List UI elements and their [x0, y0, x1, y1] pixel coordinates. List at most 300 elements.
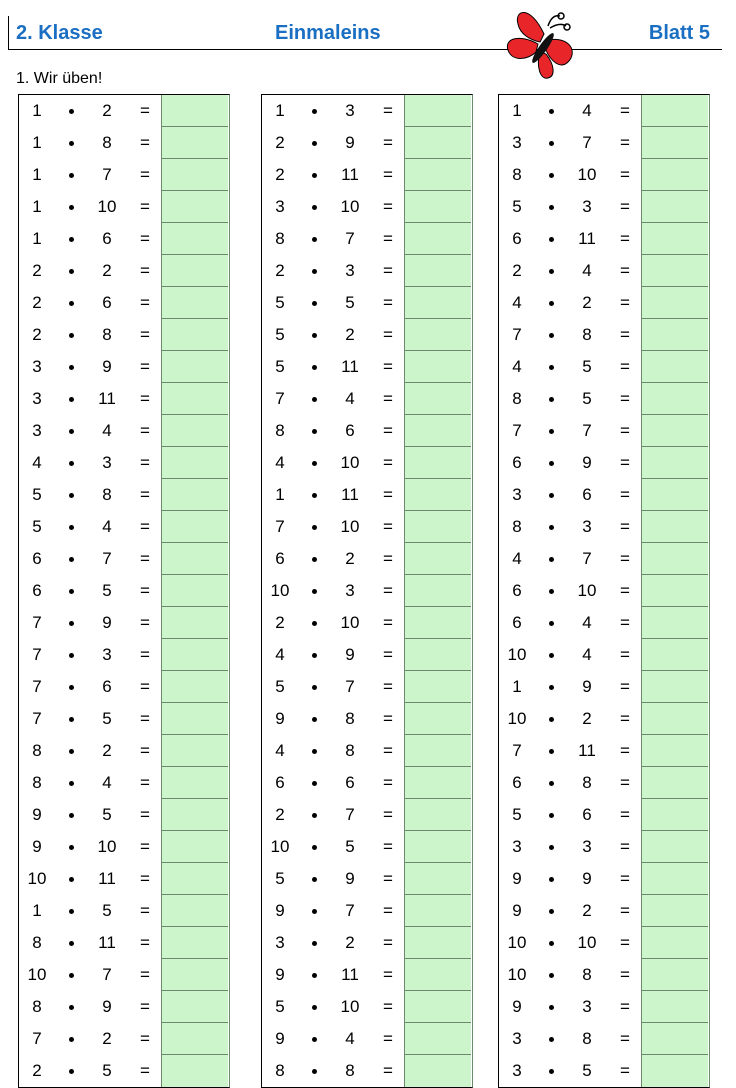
problem-row [19, 959, 229, 991]
answer-box[interactable] [161, 287, 228, 319]
answer-box[interactable] [404, 799, 471, 831]
equals-sign: = [140, 997, 150, 1016]
factor-b: 9 [345, 133, 355, 152]
factor-a: 2 [32, 293, 42, 312]
problem-row [499, 607, 709, 639]
factor-a: 7 [275, 517, 285, 536]
factor-b: 9 [582, 869, 592, 888]
equals-sign: = [383, 517, 393, 536]
answer-box[interactable] [404, 703, 471, 735]
factor-b: 10 [340, 613, 360, 632]
answer-box[interactable] [404, 607, 471, 639]
problem-row [499, 927, 709, 959]
factor-a: 5 [32, 485, 42, 504]
factor-a: 6 [32, 549, 42, 568]
answer-box[interactable] [641, 1023, 708, 1055]
answer-box[interactable] [404, 735, 471, 767]
answer-box[interactable] [161, 191, 228, 223]
factor-b: 2 [582, 709, 592, 728]
equals-sign: = [140, 229, 150, 248]
problem-row [499, 191, 709, 223]
multiply-dot [312, 909, 317, 914]
answer-box[interactable] [641, 127, 708, 159]
problem-row [499, 767, 709, 799]
answer-box[interactable] [404, 959, 471, 991]
problem-row [19, 1055, 229, 1087]
factor-a: 5 [275, 293, 285, 312]
multiply-dot [69, 781, 74, 786]
answer-box[interactable] [641, 447, 708, 479]
multiply-dot [69, 301, 74, 306]
multiply-dot [549, 525, 554, 530]
factor-b: 5 [345, 837, 355, 856]
answer-box[interactable] [404, 991, 471, 1023]
problem-row [499, 959, 709, 991]
factor-b: 11 [341, 357, 359, 376]
multiply-dot [312, 877, 317, 882]
factor-a: 7 [32, 613, 42, 632]
answer-box[interactable] [161, 319, 228, 351]
equals-sign: = [140, 709, 150, 728]
factor-a: 9 [32, 805, 42, 824]
factor-a: 9 [32, 837, 42, 856]
multiply-dot [312, 557, 317, 562]
multiply-dot [312, 493, 317, 498]
answer-box[interactable] [641, 287, 708, 319]
factor-b: 3 [102, 645, 112, 664]
answer-box[interactable] [404, 223, 471, 255]
equals-sign: = [140, 645, 150, 664]
problem-row [262, 543, 472, 575]
factor-b: 5 [582, 389, 592, 408]
equals-sign: = [383, 1061, 393, 1080]
answer-box[interactable] [404, 255, 471, 287]
equals-sign: = [383, 293, 393, 312]
multiply-dot [312, 173, 317, 178]
factor-b: 9 [102, 997, 112, 1016]
answer-box[interactable] [404, 287, 471, 319]
multiply-dot [69, 909, 74, 914]
answer-box[interactable] [641, 831, 708, 863]
answer-box[interactable] [404, 543, 471, 575]
answer-box[interactable] [161, 351, 228, 383]
answer-box[interactable] [641, 703, 708, 735]
equals-sign: = [140, 1061, 150, 1080]
factor-a: 8 [275, 229, 285, 248]
answer-box[interactable] [404, 127, 471, 159]
multiply-dot [69, 525, 74, 530]
answer-box[interactable] [161, 799, 228, 831]
equals-sign: = [140, 389, 150, 408]
equals-sign: = [383, 165, 393, 184]
answer-box[interactable] [641, 511, 708, 543]
problem-row [19, 799, 229, 831]
problem-row [499, 95, 709, 127]
multiply-dot [549, 237, 554, 242]
factor-b: 6 [582, 805, 592, 824]
answer-box[interactable] [161, 159, 228, 191]
problem-row [19, 543, 229, 575]
problem-row [262, 479, 472, 511]
answer-box[interactable] [404, 415, 471, 447]
multiply-dot [312, 717, 317, 722]
factor-b: 9 [582, 677, 592, 696]
multiply-dot [549, 877, 554, 882]
problem-row [499, 703, 709, 735]
factor-a: 3 [32, 357, 42, 376]
problem-row [19, 671, 229, 703]
answer-box[interactable] [641, 639, 708, 671]
multiply-dot [549, 493, 554, 498]
factor-b: 2 [102, 101, 112, 120]
problem-row [262, 863, 472, 895]
answer-box[interactable] [161, 511, 228, 543]
equals-sign: = [140, 293, 150, 312]
factor-a: 8 [32, 933, 42, 952]
problem-row [19, 703, 229, 735]
answer-box[interactable] [641, 223, 708, 255]
factor-a: 4 [512, 293, 522, 312]
problem-row [499, 1023, 709, 1055]
factor-b: 8 [582, 325, 592, 344]
answer-box[interactable] [641, 383, 708, 415]
problem-row [499, 287, 709, 319]
multiply-dot [312, 429, 317, 434]
answer-box[interactable] [641, 575, 708, 607]
factor-b: 6 [102, 677, 112, 696]
equals-sign: = [140, 133, 150, 152]
factor-b: 2 [582, 901, 592, 920]
equals-sign: = [140, 357, 150, 376]
equals-sign: = [140, 197, 150, 216]
answer-box[interactable] [161, 383, 228, 415]
factor-b: 10 [577, 165, 597, 184]
answer-box[interactable] [161, 1023, 228, 1055]
multiply-dot [69, 653, 74, 658]
answer-box[interactable] [404, 95, 471, 127]
multiply-dot [69, 237, 74, 242]
problem-row [19, 927, 229, 959]
equals-sign: = [620, 869, 630, 888]
answer-box[interactable] [161, 415, 228, 447]
multiply-dot [549, 1005, 554, 1010]
answer-box[interactable] [404, 319, 471, 351]
multiply-dot [549, 813, 554, 818]
multiply-dot [69, 397, 74, 402]
answer-box[interactable] [641, 415, 708, 447]
factor-a: 6 [32, 581, 42, 600]
equals-sign: = [383, 1029, 393, 1048]
answer-box[interactable] [161, 895, 228, 927]
equals-sign: = [620, 197, 630, 216]
factor-a: 10 [27, 869, 47, 888]
factor-b: 9 [102, 357, 112, 376]
problem-row [19, 1023, 229, 1055]
problem-row [499, 255, 709, 287]
problem-row [19, 575, 229, 607]
answer-box[interactable] [641, 543, 708, 575]
factor-b: 8 [582, 965, 592, 984]
problem-row [499, 319, 709, 351]
problem-row [19, 383, 229, 415]
multiply-dot [69, 941, 74, 946]
answer-box[interactable] [404, 671, 471, 703]
answer-box[interactable] [404, 383, 471, 415]
answer-box[interactable] [161, 671, 228, 703]
answer-box[interactable] [404, 191, 471, 223]
factor-a: 1 [32, 165, 42, 184]
factor-a: 7 [275, 389, 285, 408]
factor-a: 10 [507, 709, 527, 728]
multiply-dot [549, 365, 554, 370]
factor-a: 3 [32, 421, 42, 440]
answer-box[interactable] [161, 447, 228, 479]
problem-row [262, 1055, 472, 1087]
factor-b: 6 [102, 229, 112, 248]
answer-box[interactable] [641, 159, 708, 191]
factor-b: 5 [582, 1061, 592, 1080]
problem-row [499, 159, 709, 191]
multiply-dot [549, 109, 554, 114]
equals-sign: = [620, 933, 630, 952]
answer-box[interactable] [404, 831, 471, 863]
problem-row [262, 703, 472, 735]
equals-sign: = [140, 837, 150, 856]
problem-row [19, 895, 229, 927]
factor-b: 11 [341, 165, 359, 184]
factor-a: 8 [275, 1061, 285, 1080]
answer-box[interactable] [161, 223, 228, 255]
multiply-dot [549, 269, 554, 274]
answer-box[interactable] [641, 255, 708, 287]
answer-box[interactable] [641, 671, 708, 703]
factor-b: 7 [582, 421, 592, 440]
equals-sign: = [383, 101, 393, 120]
answer-box[interactable] [641, 927, 708, 959]
problem-row [262, 927, 472, 959]
multiply-dot [312, 109, 317, 114]
answer-box[interactable] [404, 767, 471, 799]
problem-row [262, 575, 472, 607]
answer-box[interactable] [641, 735, 708, 767]
answer-box[interactable] [161, 479, 228, 511]
problem-row [499, 223, 709, 255]
multiply-dot [312, 269, 317, 274]
multiply-dot [549, 333, 554, 338]
multiply-dot [549, 173, 554, 178]
multiply-dot [69, 813, 74, 818]
problem-row [499, 639, 709, 671]
answer-box[interactable] [641, 191, 708, 223]
answer-box[interactable] [641, 319, 708, 351]
answer-box[interactable] [161, 575, 228, 607]
multiply-dot [312, 461, 317, 466]
answer-box[interactable] [404, 1023, 471, 1055]
equals-sign: = [383, 389, 393, 408]
answer-box[interactable] [161, 255, 228, 287]
answer-box[interactable] [404, 927, 471, 959]
answer-box[interactable] [161, 95, 228, 127]
answer-box[interactable] [161, 959, 228, 991]
multiply-dot [69, 557, 74, 562]
factor-a: 1 [32, 197, 42, 216]
answer-box[interactable] [641, 863, 708, 895]
answer-box[interactable] [641, 607, 708, 639]
factor-b: 3 [582, 197, 592, 216]
factor-a: 7 [512, 421, 522, 440]
factor-a: 1 [32, 901, 42, 920]
problem-row [499, 543, 709, 575]
answer-box[interactable] [404, 863, 471, 895]
answer-box[interactable] [404, 351, 471, 383]
answer-box[interactable] [641, 895, 708, 927]
equals-sign: = [140, 165, 150, 184]
factor-b: 8 [102, 133, 112, 152]
factor-a: 6 [512, 581, 522, 600]
multiply-dot [549, 205, 554, 210]
equals-sign: = [620, 677, 630, 696]
factor-b: 11 [341, 485, 359, 504]
answer-box[interactable] [161, 703, 228, 735]
multiply-dot [549, 1037, 554, 1042]
answer-box[interactable] [404, 1055, 471, 1087]
equals-sign: = [383, 997, 393, 1016]
answer-box[interactable] [404, 575, 471, 607]
multiply-dot [312, 333, 317, 338]
factor-b: 10 [340, 197, 360, 216]
equals-sign: = [140, 261, 150, 280]
answer-box[interactable] [404, 447, 471, 479]
answer-box[interactable] [161, 863, 228, 895]
factor-b: 4 [582, 261, 592, 280]
answer-box[interactable] [161, 735, 228, 767]
answer-box[interactable] [641, 767, 708, 799]
factor-b: 7 [345, 229, 355, 248]
equals-sign: = [140, 581, 150, 600]
factor-b: 10 [340, 997, 360, 1016]
problem-row [19, 479, 229, 511]
equals-sign: = [383, 421, 393, 440]
problem-column-2 [261, 94, 473, 1088]
answer-box[interactable] [641, 799, 708, 831]
factor-a: 4 [32, 453, 42, 472]
factor-a: 6 [512, 613, 522, 632]
multiply-dot [69, 429, 74, 434]
factor-a: 4 [275, 453, 285, 472]
answer-box[interactable] [404, 479, 471, 511]
answer-box[interactable] [161, 543, 228, 575]
equals-sign: = [383, 197, 393, 216]
factor-a: 10 [507, 965, 527, 984]
answer-box[interactable] [404, 511, 471, 543]
answer-box[interactable] [641, 1055, 708, 1087]
equals-sign: = [620, 805, 630, 824]
answer-box[interactable] [161, 1055, 228, 1087]
multiply-dot [69, 877, 74, 882]
factor-b: 8 [345, 1061, 355, 1080]
factor-b: 4 [345, 1029, 355, 1048]
multiply-dot [312, 1037, 317, 1042]
problem-row [19, 447, 229, 479]
factor-a: 3 [32, 389, 42, 408]
factor-a: 6 [275, 773, 285, 792]
factor-b: 4 [582, 645, 592, 664]
equals-sign: = [383, 677, 393, 696]
answer-box[interactable] [404, 895, 471, 927]
factor-a: 6 [275, 549, 285, 568]
factor-b: 11 [98, 869, 116, 888]
worksheet-header [8, 16, 722, 50]
factor-a: 10 [507, 645, 527, 664]
factor-a: 8 [512, 165, 522, 184]
factor-b: 8 [345, 741, 355, 760]
problem-row [262, 959, 472, 991]
answer-box[interactable] [161, 927, 228, 959]
problem-row [19, 191, 229, 223]
equals-sign: = [620, 1029, 630, 1048]
factor-a: 4 [275, 645, 285, 664]
answer-box[interactable] [641, 351, 708, 383]
equals-sign: = [140, 517, 150, 536]
multiply-dot [549, 301, 554, 306]
factor-b: 7 [582, 133, 592, 152]
factor-a: 1 [275, 101, 285, 120]
multiply-dot [312, 813, 317, 818]
answer-box[interactable] [161, 607, 228, 639]
factor-a: 8 [275, 421, 285, 440]
factor-b: 10 [97, 197, 117, 216]
factor-a: 9 [512, 997, 522, 1016]
equals-sign: = [620, 741, 630, 760]
equals-sign: = [140, 901, 150, 920]
multiply-dot [69, 109, 74, 114]
multiply-dot [549, 941, 554, 946]
factor-b: 5 [102, 581, 112, 600]
answer-box[interactable] [404, 639, 471, 671]
answer-box[interactable] [641, 479, 708, 511]
equals-sign: = [620, 549, 630, 568]
factor-b: 5 [345, 293, 355, 312]
multiply-dot [549, 717, 554, 722]
answer-box[interactable] [641, 959, 708, 991]
answer-box[interactable] [161, 991, 228, 1023]
multiply-dot [549, 429, 554, 434]
answer-box[interactable] [641, 991, 708, 1023]
factor-b: 6 [582, 485, 592, 504]
factor-a: 8 [512, 389, 522, 408]
equals-sign: = [140, 325, 150, 344]
problem-row [19, 831, 229, 863]
factor-a: 6 [512, 773, 522, 792]
factor-b: 2 [102, 1029, 112, 1048]
problem-row [499, 799, 709, 831]
equals-sign: = [383, 133, 393, 152]
answer-box[interactable] [161, 831, 228, 863]
equals-sign: = [620, 421, 630, 440]
answer-box[interactable] [161, 127, 228, 159]
problem-row [19, 287, 229, 319]
factor-b: 5 [582, 357, 592, 376]
answer-box[interactable] [641, 95, 708, 127]
factor-b: 7 [345, 901, 355, 920]
multiply-dot [312, 141, 317, 146]
problem-row [19, 255, 229, 287]
answer-box[interactable] [161, 639, 228, 671]
answer-box[interactable] [404, 159, 471, 191]
equals-sign: = [383, 773, 393, 792]
factor-b: 3 [582, 837, 592, 856]
answer-box[interactable] [161, 767, 228, 799]
